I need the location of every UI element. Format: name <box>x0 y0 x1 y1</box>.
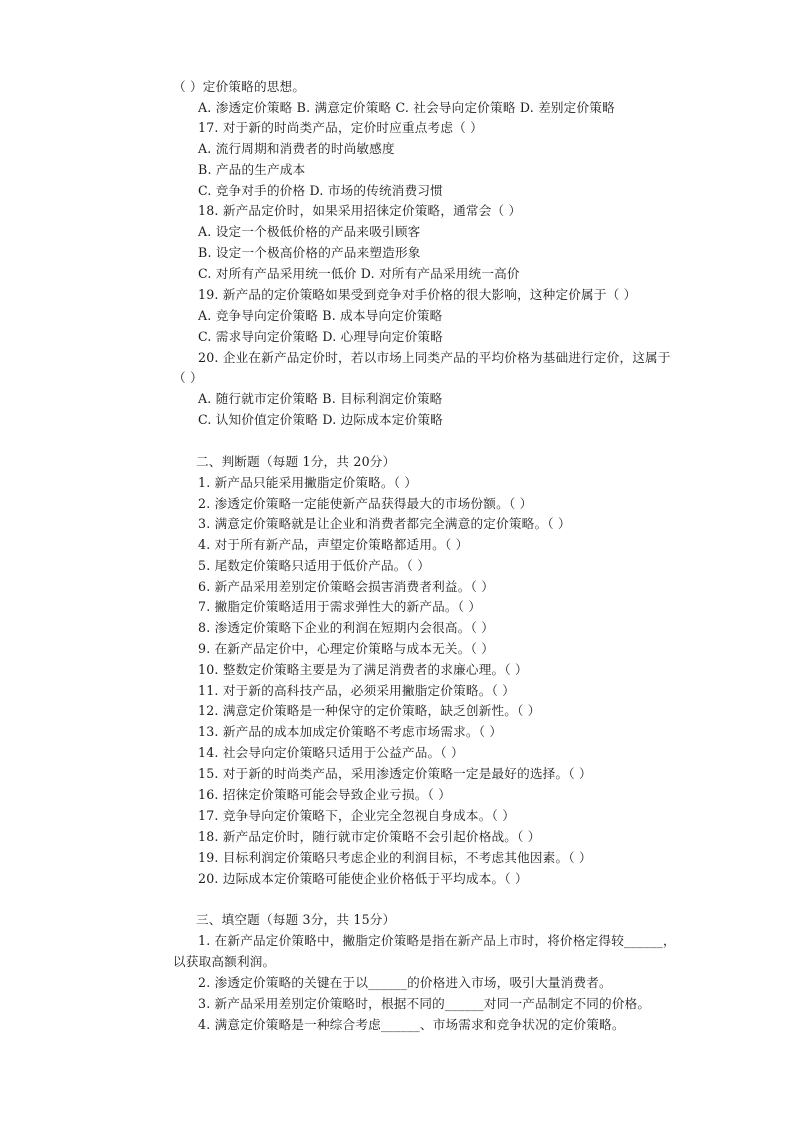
judgment-heading: 二、判断题（每题 1分，共 20分） <box>196 454 396 469</box>
question-20-stem-cont: （ ） <box>173 370 203 385</box>
question-17-option: C. 竞争对手的价格 D. 市场的传统消费习惯 <box>198 183 443 198</box>
fill-blank-heading: 三、填空题（每题 3分，共 15分） <box>196 912 396 927</box>
judgment-item: 20. 边际成本定价策略可能使企业价格低于平均成本。（ ） <box>198 871 528 886</box>
judgment-item: 15. 对于新的时尚类产品，采用渗透定价策略一定是最好的选择。（ ） <box>198 766 592 781</box>
fill-blank-item-cont: 以获取高额利润。 <box>173 954 276 969</box>
judgment-item: 9. 在新产品定价中，心理定价策略与成本无关。（ ） <box>198 641 494 656</box>
judgment-item: 18. 新产品定价时，随行就市定价策略不会引起价格战。（ ） <box>198 829 541 844</box>
judgment-item: 5. 尾数定价策略只适用于低价产品。（ ） <box>198 558 431 573</box>
question-17-option: A. 流行周期和消费者的时尚敏感度 <box>198 141 395 156</box>
judgment-item: 10. 整数定价策略主要是为了满足消费者的求廉心理。（ ） <box>198 662 528 677</box>
question-17-option: B. 产品的生产成本 <box>198 162 306 177</box>
question-20-option: A. 随行就市定价策略 B. 目标利润定价策略 <box>198 391 443 406</box>
judgment-item: 4. 对于所有新产品，声望定价策略都适用。（ ） <box>198 537 469 552</box>
judgment-item: 14. 社会导向定价策略只适用于公益产品。（ ） <box>198 745 464 760</box>
judgment-item: 6. 新产品采用差别定价策略会损害消费者利益。（ ） <box>198 579 494 594</box>
question-19-option: C. 需求导向定价策略 D. 心理导向定价策略 <box>198 329 443 344</box>
fill-blank-item: 1. 在新产品定价策略中，撇脂定价策略是指在新产品上市时，将价格定得较______， <box>198 933 676 948</box>
judgment-item: 13. 新产品的成本加成定价策略不考虑市场需求。（ ） <box>198 724 503 739</box>
judgment-item: 17. 竞争导向定价策略下，企业完全忽视自身成本。（ ） <box>198 808 515 823</box>
judgment-item: 1. 新产品只能采用撇脂定价策略。（ ） <box>198 475 418 490</box>
question-19-option: A. 竞争导向定价策略 B. 成本导向定价策略 <box>198 308 443 323</box>
fill-blank-item: 4. 满意定价策略是一种综合考虑______、市场需求和竞争状况的定价策略。 <box>198 1017 625 1032</box>
judgment-item: 3. 满意定价策略就是让企业和消费者都完全满意的定价策略。（ ） <box>198 516 571 531</box>
judgment-item: 2. 渗透定价策略一定能使新产品获得最大的市场份额。（ ） <box>198 496 533 511</box>
judgment-item: 19. 目标利润定价策略只考虑企业的利润目标，不考虑其他因素。（ ） <box>198 850 592 865</box>
question-17-stem: 17. 对于新的时尚类产品，定价时应重点考虑（ ） <box>198 120 483 135</box>
fill-blank-item: 3. 新产品采用差别定价策略时，根据不同的______对同一产品制定不同的价格。 <box>198 996 651 1011</box>
question-18-option: A. 设定一个极低价格的产品来吸引顾客 <box>198 224 421 239</box>
question-16-options: A. 渗透定价策略 B. 满意定价策略 C. 社会导向定价策略 D. 差别定价策略 <box>198 100 615 115</box>
question-16-tail: （ ）定价策略的思想。 <box>173 79 306 94</box>
judgment-item: 16. 招徕定价策略可能会导致企业亏损。（ ） <box>198 787 452 802</box>
question-18-option: C. 对所有产品采用统一低价 D. 对所有产品采用统一高价 <box>198 266 520 281</box>
question-18-option: B. 设定一个极高价格的产品来塑造形象 <box>198 245 421 260</box>
judgment-item: 11. 对于新的高科技产品，必须采用撇脂定价策略。（ ） <box>198 683 515 698</box>
question-20-option: C. 认知价值定价策略 D. 边际成本定价策略 <box>198 412 443 427</box>
question-19-stem: 19. 新产品的定价策略如果受到竞争对手价格的很大影响，这种定价属于（ ） <box>198 287 637 302</box>
judgment-item: 12. 满意定价策略是一种保守的定价策略，缺乏创新性。（ ） <box>198 703 541 718</box>
question-20-stem: 20. 企业在新产品定价时，若以市场上同类产品的平均价格为基础进行定价，这属于 <box>198 350 671 365</box>
judgment-item: 7. 撇脂定价策略适用于需求弹性大的新产品。（ ） <box>198 599 482 614</box>
judgment-item: 8. 渗透定价策略下企业的利润在短期内会很高。（ ） <box>198 620 494 635</box>
fill-blank-item: 2. 渗透定价策略的关键在于以______的价格进入市场，吸引大量消费者。 <box>198 975 612 990</box>
question-18-stem: 18. 新产品定价时，如果采用招徕定价策略，通常会（ ） <box>198 203 522 218</box>
